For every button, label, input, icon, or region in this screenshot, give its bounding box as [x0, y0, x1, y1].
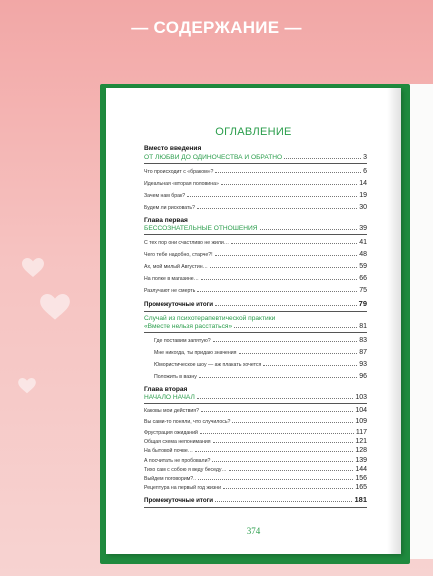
divider — [144, 332, 367, 333]
summary-entry[interactable]: Промежуточные итоги 181 — [144, 495, 367, 504]
summary-entry[interactable]: Промежуточные итоги 79 — [144, 299, 367, 308]
case-title-line2: «Вместе нельзя расстаться» — [144, 323, 233, 330]
toc-entry[interactable]: Вы сами-то поняли, что случилось? 109 — [144, 418, 367, 425]
chapter-label: Глава первая — [144, 217, 188, 224]
chapter-title: НАЧАЛО НАЧАЛ — [144, 394, 195, 401]
toc-entry[interactable]: Ах, мой милый Августин… 59 — [144, 263, 367, 270]
toc-entry[interactable]: Фрустрация ожиданий 117 — [144, 429, 367, 436]
heart-icon — [40, 294, 70, 321]
page-ref: 39 — [359, 225, 367, 232]
toc-entry[interactable]: Рецептура на первый год жизни 165 — [144, 484, 367, 491]
section-title-entry[interactable] — [144, 154, 367, 161]
banner-title: — СОДЕРЖАНИЕ — — [131, 18, 302, 37]
book-page — [106, 88, 401, 554]
page-number: 374 — [246, 526, 261, 536]
chapter-title-entry[interactable] — [144, 225, 367, 232]
chapter-label: Глава вторая — [144, 386, 188, 393]
page-ref: 81 — [359, 323, 367, 330]
toc-entry[interactable]: Чего тебе надобно, старче?! 48 — [144, 251, 367, 258]
toc-entry[interactable]: Выйдем поговорим?.. 156 — [144, 475, 367, 482]
divider — [144, 234, 367, 235]
toc-entry[interactable]: На бытовой почве… 128 — [144, 447, 367, 454]
case-title-line1: Случай из психотерапевтической практики — [144, 315, 276, 322]
toc-subentry[interactable]: Положить в вазну 96 — [154, 373, 367, 380]
heart-icon — [22, 258, 44, 278]
toc-entry[interactable]: С тех пор они счастливо не жили… 41 — [144, 239, 367, 246]
toc-entry[interactable]: Что происходит с «браком»? 6 — [144, 168, 367, 175]
toc-subentry[interactable]: Мне никогда, ты придаю значения 87 — [154, 349, 367, 356]
toc-entry[interactable]: Тихо сам с собою я веду беседу… 144 — [144, 466, 367, 473]
toc-entry[interactable]: На полке в магазине… 66 — [144, 275, 367, 282]
toc-subentry[interactable]: Юмористическое шоу — аж плакать хочется 93 — [154, 361, 367, 368]
divider — [144, 163, 367, 164]
table-of-contents — [144, 145, 367, 511]
toc-entry[interactable]: Идеальная «вторая половина» 14 — [144, 180, 367, 187]
page-ref: 103 — [355, 394, 367, 401]
toc-subentry[interactable]: Где поставим запятую? 83 — [154, 337, 367, 344]
toc-entry[interactable]: Будем ли рисковать? 30 — [144, 204, 367, 211]
divider — [144, 507, 367, 508]
divider — [144, 403, 367, 404]
heart-icon — [18, 378, 36, 394]
divider — [144, 311, 367, 312]
toc-entry[interactable]: Зачем нам брак? 19 — [144, 192, 367, 199]
toc-entry[interactable]: Разлучают не смерть 75 — [144, 287, 367, 294]
toc-entry[interactable]: А посчитать не пробовали? 139 — [144, 457, 367, 464]
chapter-title: БЕССОЗНАТЕЛЬНЫЕ ОТНОШЕНИЯ — [144, 225, 258, 232]
toc-entry[interactable]: Общая схема непонимания 121 — [144, 438, 367, 445]
case-title-entry[interactable] — [144, 323, 367, 330]
chapter-title-entry[interactable] — [144, 394, 367, 401]
section-label: Вместо введения — [144, 145, 202, 152]
toc-heading: ОГЛАВЛЕНИЕ — [215, 126, 292, 138]
toc-entry[interactable]: Каковы мои действия? 104 — [144, 407, 367, 414]
section-title: ОТ ЛЮБВИ ДО ОДИНОЧЕСТВА И ОБРАТНО — [144, 154, 283, 161]
page-ref: 3 — [363, 154, 367, 161]
